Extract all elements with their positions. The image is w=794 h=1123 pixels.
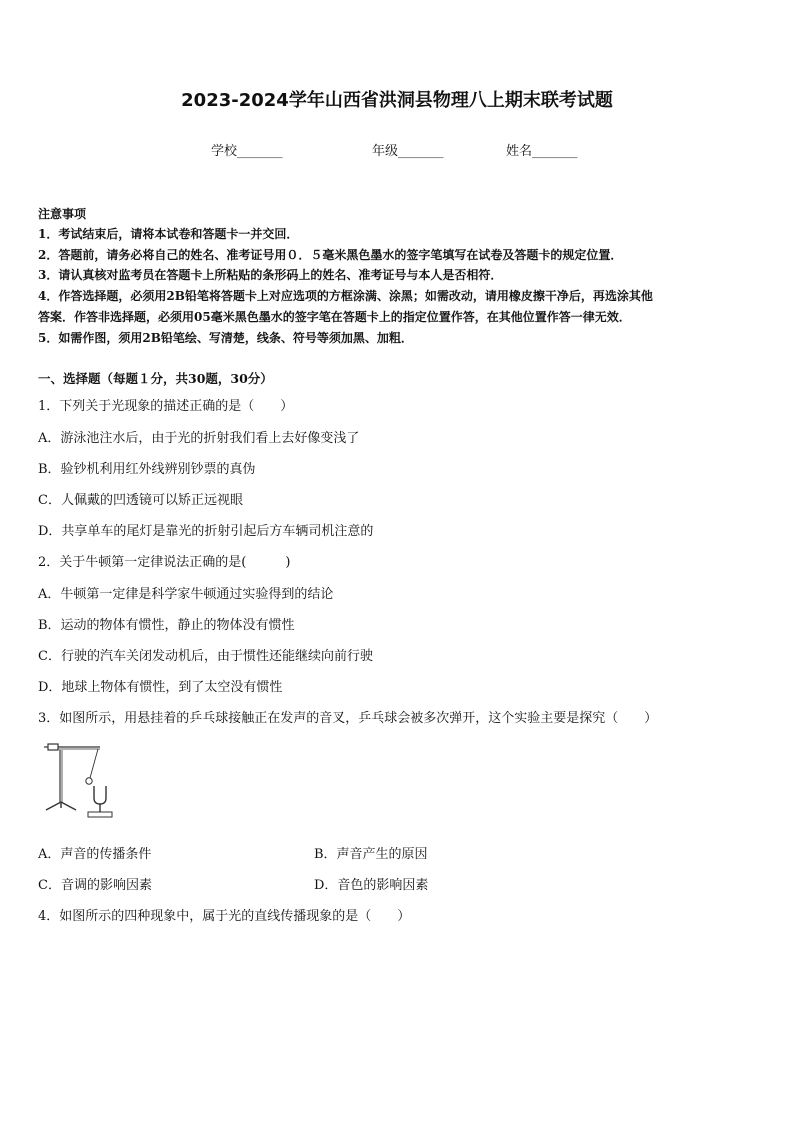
section-heading: 一、选择题（每题１分，共30题，30分） (38, 371, 273, 386)
notice-item-4-cont: 答案．作答非选择题，必须用05毫米黑色墨水的签字笔在答题卡上的指定位置作答，在其他位置作答一律无效． (38, 310, 631, 324)
school-field: 学校_______ (211, 144, 283, 159)
notice-item-3: 3．请认真核对监考员在答题卡上所粘贴的条形码上的姓名、准考证号与本人是否相符． (38, 268, 503, 282)
question-1-option-a: A．游泳池注水后，由于光的折射我们看上去好像变浅了 (38, 431, 360, 446)
question-2-option-b: B．运动的物体有惯性，静止的物体没有惯性 (38, 618, 295, 633)
question-1-option-b: B．验钞机利用红外线辨别钞票的真伪 (38, 462, 256, 477)
question-2-option-c: C．行驶的汽车关闭发动机后，由于惯性还能继续向前行驶 (38, 649, 373, 664)
notice-item-2: 2．答题前，请务必将自己的姓名、准考证号用０．５毫米黑色墨水的签字笔填写在试卷及答题卡的规定位置． (38, 248, 623, 262)
question-1-stem: 1．下列关于光现象的描述正确的是（ ） (38, 399, 294, 414)
question-2-option-a: A．牛顿第一定律是科学家牛顿通过实验得到的结论 (38, 587, 334, 602)
notice-item-5: 5．如需作图，须用2B铅笔绘、写清楚，线条、符号等须加黑、加粗． (38, 331, 413, 345)
question-1-option-d: D．共享单车的尾灯是靠光的折射引起后方车辆司机注意的 (38, 524, 374, 539)
question-3-option-d: D．音色的影响因素 (314, 878, 429, 893)
tuning-fork-pendulum-figure (40, 738, 122, 822)
question-2-option-d: D．地球上物体有惯性，到了太空没有惯性 (38, 680, 283, 695)
notice-item-1: 1．考试结束后，请将本试卷和答题卡一并交回． (38, 227, 299, 241)
notice-item-4: 4．作答选择题，必须用2B铅笔将答题卡上对应选项的方框涂满、涂黑；如需改动，请用橡皮擦干净后，再选涂其他 (38, 289, 653, 303)
name-field: 姓名_______ (506, 144, 578, 159)
question-2-stem: 2．关于牛顿第一定律说法正确的是( ) (38, 555, 291, 570)
question-1-option-c: C．人佩戴的凹透镜可以矫正远视眼 (38, 493, 243, 508)
notice-heading: 注意事项 (38, 207, 87, 221)
question-3-stem: 3．如图所示，用悬挂着的乒乓球接触正在发声的音叉，乒乓球会被多次弹开，这个实验主要是探究（ ） (38, 711, 658, 726)
question-3-option-a: A．声音的传播条件 (38, 847, 152, 862)
grade-field: 年级_______ (372, 144, 444, 159)
page-title: 2023-2024学年山西省洪洞县物理八上期末联考试题 (181, 90, 613, 111)
question-4-stem: 4．如图所示的四种现象中，属于光的直线传播现象的是（ ） (38, 909, 411, 924)
question-3-option-b: B．声音产生的原因 (314, 847, 428, 862)
question-3-option-c: C．音调的影响因素 (38, 878, 152, 893)
